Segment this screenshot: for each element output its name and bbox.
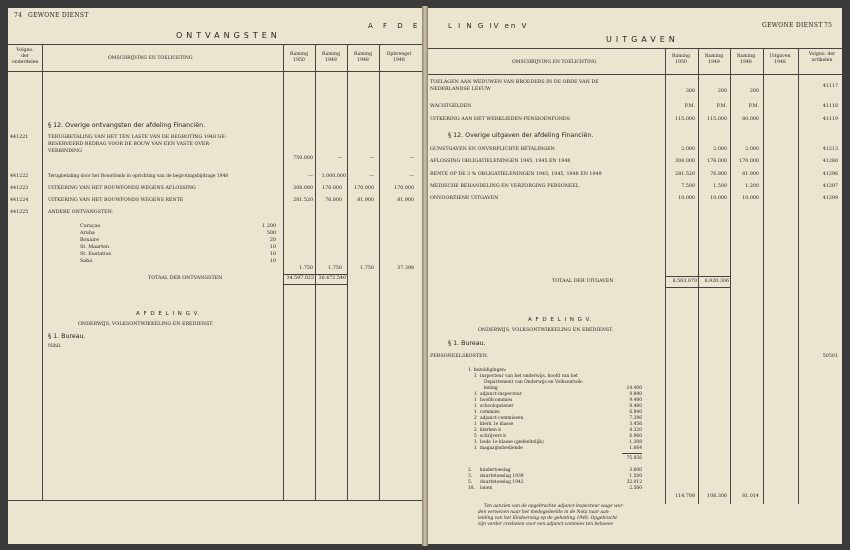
- staff-value: 1.308: [629, 440, 642, 445]
- staff-count: 1: [474, 398, 477, 403]
- value-raming-1948: P.M.: [748, 104, 759, 109]
- island-name: St. Maarten: [80, 245, 110, 250]
- staff-role: Departement van Onderwijs en Volksontwik-: [484, 380, 584, 385]
- value-raming-1949: 200: [717, 89, 727, 94]
- island-name: Saba: [80, 259, 93, 264]
- value-opbrengst-1948: 81.900: [397, 198, 414, 203]
- row-text: AFLOSSING OBLIGATIELENINGEN 1945, 1945 EN 1948: [430, 159, 571, 164]
- afdeling-heading: A F D E L I N G V.: [528, 317, 593, 323]
- extra-number: 5.: [468, 480, 473, 485]
- personeelskosten-label: PERSONEELSKOSTEN.: [430, 354, 489, 359]
- row-text: GUNSTGAVEN EN ONVERPLICHTE BETALINGEN: [430, 147, 555, 152]
- personeel-raming-1948: 81.014: [742, 494, 759, 499]
- staff-value: 9.840: [629, 392, 642, 397]
- rule: [666, 276, 730, 277]
- rule: [8, 44, 422, 45]
- staff-value: 14.400: [626, 386, 642, 391]
- article-code: 41213: [822, 147, 838, 152]
- value-raming-1948: 1.200: [745, 184, 759, 189]
- staff-value: 3.456: [629, 422, 642, 427]
- staff-role: bode 1e klasse (gedeeltelijk): [480, 440, 544, 445]
- value-raming-1949: 76.800: [325, 198, 342, 203]
- value-opbrengst-1948: —: [409, 174, 414, 179]
- row-text: UITKERING VAN HET BOUWFONDS WEGENS AFLOSSING: [48, 186, 196, 191]
- personeel-raming-1950: 114.708: [675, 494, 695, 499]
- col-raming-1950: Raming 1950: [289, 52, 309, 63]
- staff-role: adjunct-commiezen: [480, 416, 524, 421]
- row-text: RENTE OP DE 3 % OBLIGATIELENINGEN 1945, 1945, 1948 EN 1949: [430, 172, 602, 177]
- value-raming-1950: 300: [685, 89, 695, 94]
- value-raming-1950: 1.750: [299, 266, 313, 271]
- value-raming-1949: 115.000: [707, 117, 727, 122]
- rule: [8, 500, 422, 501]
- col-omschrijving: OMSCHRIJVING EN TOELICHTING: [512, 60, 597, 65]
- staff-value: 6.960: [629, 434, 642, 439]
- staff-role: keling: [484, 386, 498, 391]
- extra-value: 1.500: [629, 474, 642, 479]
- island-value: 10: [269, 252, 276, 257]
- col-divider: [283, 45, 284, 500]
- value-raming-1949: 10.000: [710, 196, 727, 201]
- extra-number: 3.: [468, 474, 473, 479]
- footnote-line: Ten aanzien van de opgebrachte adjunct-inspecteur wage wor-: [484, 504, 624, 509]
- value-opbrengst-1948: —: [409, 156, 414, 161]
- staff-count: 1: [474, 440, 477, 445]
- value-raming-1948: 10.000: [742, 196, 759, 201]
- extra-number: 18.: [468, 486, 475, 491]
- left-page: [8, 8, 422, 544]
- staff-subtotal: 75.056: [626, 456, 642, 461]
- value-opbrengst-1948: 170.000: [394, 186, 414, 191]
- article-code: 41297: [822, 184, 838, 189]
- col-divider: [730, 49, 731, 504]
- rule: [666, 287, 730, 288]
- value-raming-1950: —: [308, 174, 313, 179]
- paragraph-12-heading: § 12. Overige uitgaven der afdeling Financiën.: [448, 132, 594, 139]
- extra-value: 3.600: [629, 468, 642, 473]
- staff-role: inspecteur van het onderwijs, hoofd van het: [480, 374, 578, 379]
- col-divider: [379, 45, 380, 500]
- article-code: 41296: [822, 172, 838, 177]
- article-code: 41117: [822, 84, 838, 89]
- value-raming-1949: 1.750: [328, 266, 342, 271]
- value-raming-1950: 750.000: [293, 156, 313, 161]
- right-section-title: UITGAVEN: [606, 35, 679, 44]
- totaal-label: TOTAAL DER ONTVANGSTEN: [148, 276, 223, 281]
- value-raming-1950: P.M.: [684, 104, 695, 109]
- value-raming-1950: 281.520: [293, 198, 313, 203]
- row-text: UITKERING AAN HET WERKLIEDEN-PENSIOENFONDS: [430, 117, 571, 122]
- right-page: [428, 8, 842, 544]
- value-raming-1950: 115.000: [675, 117, 695, 122]
- extra-label: lonen: [480, 486, 493, 491]
- afdeling-subheading: ONDERWIJS, VOLKSONTWIKKELING EN EREDIENST.: [78, 322, 214, 327]
- totaal-raming-1950: 34.597.023: [286, 276, 314, 281]
- personeel-raming-1949: 106.306: [707, 494, 727, 499]
- staff-count: 1: [474, 374, 477, 379]
- col-raming-1948: Raming 1948: [353, 52, 373, 63]
- article-code: 441225: [10, 210, 29, 215]
- article-code: 41280: [822, 159, 838, 164]
- extra-number: 2.: [468, 468, 473, 473]
- staff-value: 4.320: [629, 428, 642, 433]
- row-text: RESERVEERD BEDRAG VOOR DE BOUW VAN EEN VASTE OVER-: [48, 142, 211, 147]
- value-raming-1950: 10.000: [678, 196, 695, 201]
- col-opbrengst-1948: Opbrengst 1948: [386, 52, 412, 63]
- value-raming-1948: 1.750: [360, 266, 374, 271]
- staff-role: klerk 1e klasse: [480, 422, 514, 427]
- rule: [284, 274, 348, 275]
- staff-role: klerken b: [480, 428, 502, 433]
- row-text: VERBINDING: [48, 149, 82, 154]
- rule: [622, 453, 642, 454]
- bureau-heading: § 1. Bureau.: [448, 340, 486, 347]
- right-running-left: L I N G IV en V: [448, 22, 529, 30]
- col-omschrijving: OMSCHRIJVING EN TOELICHTING: [108, 56, 193, 61]
- staff-count: 1: [474, 404, 477, 409]
- totaal-raming-1949: 36.472.540: [318, 276, 346, 281]
- staff-role: magazijnsbediende: [480, 446, 523, 451]
- totaal-raming-1950: 8.563.070: [672, 279, 697, 284]
- staff-role: hoofdcommies: [480, 398, 513, 403]
- staff-value: 7.296: [629, 416, 642, 421]
- value-raming-1949: 1.000.000: [321, 174, 346, 179]
- value-raming-1949: 176.000: [707, 159, 727, 164]
- staff-count: 1: [474, 410, 477, 415]
- col-raming-1948: Raming 1948: [736, 54, 756, 65]
- value-raming-1949: —: [337, 156, 342, 161]
- value-raming-1948: 170.000: [354, 186, 374, 191]
- rule: [284, 284, 348, 285]
- paragraph-12-heading: § 12. Overige ontvangsten der afdeling Financiën.: [48, 122, 206, 129]
- right-running-title: GEWONE DIENST: [762, 22, 823, 29]
- footnote-line: leiding van het Eindverslag op de gehoiting 1948. Opgebracht: [478, 516, 617, 521]
- right-page-number: 75: [824, 22, 833, 29]
- col-volgno: Volgno. der onderdelen: [12, 48, 39, 65]
- left-running-title: GEWONE DIENST: [28, 12, 89, 19]
- value-raming-1948: —: [369, 174, 374, 179]
- nihil-text: Nihil.: [48, 344, 62, 349]
- value-raming-1948: 81.900: [357, 198, 374, 203]
- col-divider: [315, 45, 316, 500]
- staff-role: schrijvers b: [480, 434, 507, 439]
- value-raming-1948: 2.000: [745, 147, 759, 152]
- staff-count: 1: [474, 422, 477, 427]
- article-code: 441221: [10, 135, 29, 140]
- value-raming-1948: 170.000: [739, 159, 759, 164]
- afdeling-heading: A F D E L I N G V.: [136, 311, 201, 317]
- left-section-right: A F D E: [368, 22, 422, 30]
- value-raming-1950: 308.000: [293, 186, 313, 191]
- col-raming-1949: Raming 1949: [321, 52, 341, 63]
- staff-count: 2: [474, 428, 477, 433]
- value-raming-1949: 1.500: [713, 184, 727, 189]
- rule: [8, 71, 422, 72]
- value-raming-1948: 200: [749, 89, 759, 94]
- col-raming-1949: Raming 1949: [704, 54, 724, 65]
- staff-count: 2: [474, 416, 477, 421]
- totaal-label: TOTAAL DER UITGAVEN: [552, 279, 614, 284]
- article-code: 441222: [10, 174, 29, 179]
- col-uitgaven-1948: Uitgaven 1948: [769, 54, 791, 65]
- col-divider: [798, 49, 799, 504]
- row-text: TOELAGEN AAN WEDUWEN VAN BROEDERS IN DE ORDE VAN DE: [430, 80, 599, 85]
- row-text: Terugbetaling door het Bouwfonds in oprichting van de begrotingsbijdrage 1948: [48, 174, 229, 179]
- col-divider: [347, 45, 348, 500]
- island-value: 20: [269, 238, 276, 243]
- col-volgno: Volgno. der artikelen: [808, 52, 836, 63]
- row-text: NEDERLANDSE LEEUW: [430, 87, 491, 92]
- rule: [428, 48, 842, 49]
- island-name: Bonaire: [80, 238, 100, 243]
- value-raming-1950: 7.500: [681, 184, 695, 189]
- row-text: UITKERING VAN HET BOUWFONDS WEGENS RENTE: [48, 198, 184, 203]
- staff-count: 1: [474, 446, 477, 451]
- staff-value: 6.840: [629, 410, 642, 415]
- footnote-line: zijn verder credieten voor een adjunct-commies ten behoeve: [478, 522, 613, 527]
- value-raming-1949: 2.000: [713, 147, 727, 152]
- row-text: TERUGBETALING VAN HET TEN LASTE VAN DE BEGROTING 1948 GE-: [48, 135, 227, 140]
- footnote-line: den verwezen naar het medegedeelde in de Nota naar aan-: [478, 510, 611, 515]
- value-opbrengst-1948: 37.398: [397, 266, 414, 271]
- extra-value: 2.560: [629, 486, 642, 491]
- value-raming-1948: 81.900: [742, 172, 759, 177]
- island-name: Aruba: [80, 231, 95, 236]
- value-raming-1948: 80.000: [742, 117, 759, 122]
- article-code: 41299: [822, 196, 838, 201]
- col-divider: [42, 45, 43, 500]
- staff-value: 9.480: [629, 404, 642, 409]
- island-name: Curaçao: [80, 224, 101, 229]
- article-code: 41118: [822, 104, 838, 109]
- extra-label: duurtetoeslag 1939: [480, 474, 524, 479]
- extra-label: kindertoeslag: [480, 468, 511, 473]
- row-text: MEDISCHE BEHANDELING EN VERZORGING PERSONEEL: [430, 184, 580, 189]
- value-raming-1948: —: [369, 156, 374, 161]
- staff-count: 5: [474, 434, 477, 439]
- rule: [428, 74, 842, 75]
- article-code: 441224: [10, 198, 29, 203]
- staff-count: 1: [474, 392, 477, 397]
- island-name: St. Eustatius: [80, 252, 112, 257]
- staff-role: schoolopziener: [480, 404, 514, 409]
- island-value: 10: [269, 245, 276, 250]
- row-text: WACHTGELDEN: [430, 104, 472, 109]
- bezoldigingen-label: 1. bezoldigingen:: [468, 368, 507, 373]
- value-raming-1950: 281.520: [675, 172, 695, 177]
- afdeling-subheading: ONDERWIJS, VOLKSONTWIKKELING EN EREDIENST.: [478, 328, 614, 333]
- bureau-heading: § 1. Bureau.: [48, 333, 86, 340]
- left-section-title: ONTVANGSTEN: [176, 31, 281, 40]
- island-value: 10: [269, 259, 276, 264]
- left-page-number: 74: [14, 12, 23, 19]
- island-value: 1.200: [262, 224, 276, 229]
- totaal-raming-1949: 6.920.306: [704, 279, 729, 284]
- row-text: ONVOORZIENE UITGAVEN: [430, 196, 499, 201]
- staff-role: adjunct-inspecteur: [480, 392, 522, 397]
- value-raming-1949: 76.800: [710, 172, 727, 177]
- col-raming-1950: Raming 1950: [671, 54, 691, 65]
- extra-value: 32.012: [626, 480, 642, 485]
- extra-label: duurtetoeslag 1942: [480, 480, 524, 485]
- value-raming-1950: 308.000: [675, 159, 695, 164]
- staff-role: commies: [480, 410, 500, 415]
- staff-value: 9.480: [629, 398, 642, 403]
- article-code: 50501: [822, 354, 838, 359]
- island-value: 500: [266, 231, 276, 236]
- value-raming-1949: 176.000: [322, 186, 342, 191]
- article-code: 41119: [822, 117, 838, 122]
- value-raming-1950: 2.000: [681, 147, 695, 152]
- value-raming-1949: P.M.: [716, 104, 727, 109]
- row-text: ANDERE ONTVANGSTEN.: [48, 210, 114, 215]
- col-divider: [763, 49, 764, 504]
- staff-value: 1.664: [629, 446, 642, 451]
- article-code: 441223: [10, 186, 29, 191]
